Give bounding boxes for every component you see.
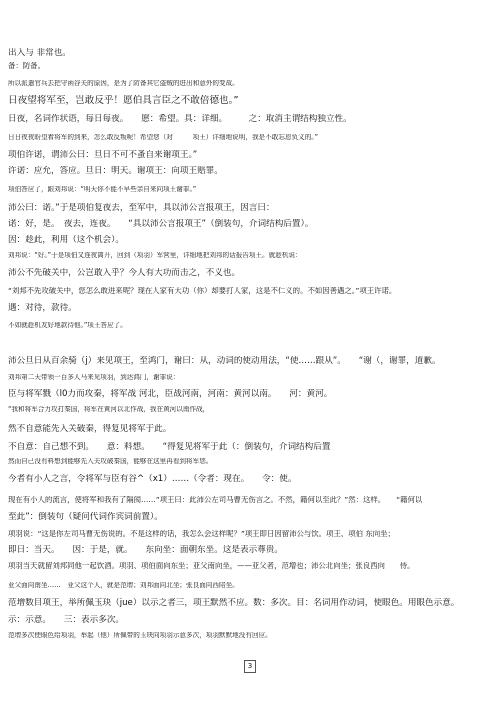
- text-line: “我和将军合力攻打秦国，将军在黄河以北作战，我在黄河以南作战，: [8, 406, 210, 413]
- text-line: 沛公曰：诺。”于是项伯复夜去，至军中，具以沛公言报项王，因言曰：: [8, 203, 275, 213]
- text-line: 沛公旦日从百余骑（j）来见项王，至鸿门，谢曰：从，动词的使动用法，“使……跟从”。 “谢（，谢罪，道歉。: [8, 356, 441, 366]
- text-line: 沛公不先破关中，公岂敢入乎？今人有大功而击之，不义也。: [8, 268, 241, 278]
- text-line: 范增多次使眼色给项羽，举起（他）所佩带的玉玦向项羽示意多次，项羽默默地没有回应。: [8, 632, 272, 639]
- page-number: 3: [244, 660, 256, 673]
- text-line: 日日夜夜盼望着将军的到来，怎么敢反叛呢！希望您（对 项王）详细地说明，我是不敢忘恩负义的。”: [8, 134, 319, 141]
- text-line: 项羽说：“这是你左司马曹无伤说的。不是这样的话，我怎么会这样呢？”项王即日因留沛公与饮。项王、项伯 东向坐；: [8, 530, 395, 538]
- text-line: 刘邦第二天带领一百多人马来见项羽，到达鸿门，谢罪说：: [8, 374, 180, 381]
- text-line: 然不自意能先入关破秦，得复见将军于此。: [8, 424, 172, 434]
- text-line: 然而自己没有料想到能够先入关攻破秦国，能够在这里再看到将军您。: [8, 458, 213, 465]
- text-line: 不如就趁机友好地款待他。”项王答应了。: [8, 322, 127, 329]
- text-line: 因：趁此，利用（这个机会）。: [8, 235, 125, 245]
- text-line: 日夜望将军至，岂敢反乎！愿伯具言臣之不敢倍德也。”: [8, 95, 239, 106]
- text-line: “刘邦不先攻破关中，您怎么敢进来呢？现在人家有大功（你）却要打人家，这是不仁义的。不如因善遇之。”项王许诺。: [8, 287, 397, 295]
- text-line: 现在有小人的流言，使将军和我有了隔阂……”项王曰：此沛公左司马曹无伤言之。不然，籍何以至此？”然：这样。 “籍何以: [8, 496, 423, 504]
- text-line: 范增数目项王，举所佩玉玦（jue）以示之者三，项王默然不应。数：多次。目：名词用作动词，使眼色。用眼色示意。: [8, 598, 460, 608]
- text-line: 臣与将军戮（l0力而攻秦，将军战 河北，臣战河南，河南：黄河以南。 河：黄河。: [8, 389, 333, 399]
- text-line: 示：示意。 三：表示多次。: [8, 615, 125, 625]
- text-line: 至此”：倒装句（疑问代词作宾词前置）。: [8, 512, 163, 522]
- text-line: 不自意：自己想不到。 意：料想。 “得复见将军于此（：倒装句，介词结构后置: [8, 442, 331, 452]
- text-line: 所以派遣官兵去把守函谷关的原因，是为了防备其它盗贼的进出和意外的变故。: [8, 80, 239, 87]
- text-line: 项羽当天就留刘邦同他一起饮酒。项羽、项伯面向东坐；亚父南向坐，——亚父者，范增也；沛公北向坐；张良西向 侍。: [8, 562, 415, 570]
- text-line: 即日：当天。 因：于是，就。 东向坐：面朝东坐。这是表示尊贵。: [8, 545, 283, 555]
- text-line: 诺：好，是。 夜去，连夜。 “具以沛公言报项王”（倒装句，介词结构后置）。: [8, 219, 314, 229]
- text-line: 亚父面向南坐…… 亚父这个人，就是范增；刘邦面向北坐；张良面向西陪坐。: [8, 582, 239, 589]
- text-line: 今者有小人之言，令将军与臣有谷^（x1）……（令者：现在。 令：使。: [8, 474, 297, 484]
- text-line: 出入与 非常也。: [8, 48, 71, 58]
- text-line: 刘邦说：“好。”于是项伯又连夜离开，回到（项羽）军营里，详细地把刘邦的话报告项王。就趁机说：: [8, 252, 302, 259]
- text-line: 许诺：应允，答应。旦日：明天。谢项王：向项王赔罪。: [8, 166, 223, 176]
- text-line: 项伯答应了，跟刘邦说：“明天你不能不早些亲自来向项王谢罪。”: [8, 186, 197, 193]
- text-line: 备：防备。: [8, 62, 45, 70]
- text-line: 遇：对待，款待。: [8, 303, 77, 313]
- text-line: 项伯许诺，谓沛公曰：旦日不可不蚤自来谢项王。”: [8, 150, 198, 160]
- text-line: 日夜，名词作状语，每日每夜。 愿：希望。具：详细。 之：取消主谓结构独立性。: [8, 114, 352, 124]
